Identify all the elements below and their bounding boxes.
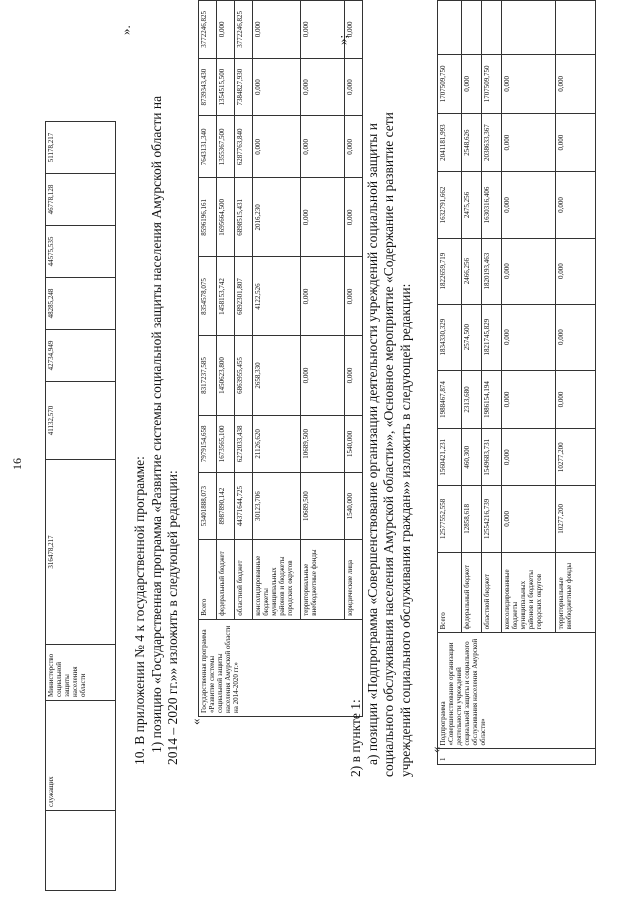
value-cell: 0,000 bbox=[502, 429, 556, 486]
funding-source: консолидированные бюджеты муниципальных районов и бюджеты городских округов bbox=[502, 552, 556, 633]
value-cell: 1822659,719 bbox=[438, 238, 462, 304]
value-cell: 1354515,500 bbox=[217, 58, 235, 116]
table-row bbox=[217, 1, 235, 717]
empty-cell bbox=[502, 1, 556, 55]
value-cell: 0,000 bbox=[556, 370, 596, 429]
table-row bbox=[301, 1, 345, 717]
table-row bbox=[438, 1, 462, 765]
para-a-line1: а) позиции «Подпрограмма «Совершенствование организации деятельности учреждений социальной защиты и bbox=[364, 123, 380, 765]
value-cell: 6898515,431 bbox=[235, 178, 253, 257]
value-cell: 0,000 bbox=[502, 486, 556, 552]
program-name: Государственная программа «Развитие системы социальной защиты населения Амурской области на 2014-2020 гг.» bbox=[199, 619, 363, 716]
subprogram-name: Подпрограмма «Совершенствование организации деятельности учреждений социальной защиты и социального обслуживания населения Амурской области» bbox=[438, 633, 596, 749]
value-cell: 8739343,430 bbox=[199, 58, 217, 116]
funding-source: федеральный бюджет bbox=[462, 552, 482, 633]
top-table-value: 48285,248 bbox=[46, 278, 116, 330]
value-cell: 1988467,874 bbox=[438, 370, 462, 429]
value-cell: 1821745,829 bbox=[482, 304, 502, 370]
value-cell: 1673565,100 bbox=[217, 415, 235, 473]
value-cell: 0,000 bbox=[556, 304, 596, 370]
value-cell: 1695664,500 bbox=[217, 178, 235, 257]
value-cell: 10689,500 bbox=[301, 473, 345, 540]
funding-source: юридические лица bbox=[345, 539, 363, 619]
value-cell: 1820193,463 bbox=[482, 238, 502, 304]
value-cell: 0,000 bbox=[345, 1, 363, 59]
value-cell: 4122,526 bbox=[253, 257, 301, 336]
value-cell: 6272033,438 bbox=[235, 415, 253, 473]
value-cell: 0,000 bbox=[301, 178, 345, 257]
value-cell: 0,000 bbox=[253, 116, 301, 178]
funding-source: областной бюджет bbox=[235, 539, 253, 619]
open-quote: « bbox=[188, 718, 203, 725]
value-cell: 0,000 bbox=[345, 58, 363, 116]
value-cell: 8354578,075 bbox=[199, 257, 217, 336]
table-row bbox=[235, 1, 253, 717]
value-cell: 1355367,500 bbox=[217, 116, 235, 178]
value-cell: 3772246,825 bbox=[199, 1, 217, 59]
value-cell: 0,000 bbox=[345, 116, 363, 178]
page-number: 16 bbox=[10, 458, 24, 470]
value-cell: 2658,330 bbox=[253, 336, 301, 415]
value-cell: 8987890,142 bbox=[217, 473, 235, 540]
value-cell: 2041181,993 bbox=[438, 113, 462, 172]
value-cell: 1632791,662 bbox=[438, 172, 462, 238]
funding-source: Всего bbox=[438, 552, 462, 633]
value-cell: 0,000 bbox=[253, 1, 301, 59]
top-table-value: 46778,128 bbox=[46, 174, 116, 226]
value-cell: 0,000 bbox=[301, 116, 345, 178]
value-cell: 1707509,750 bbox=[438, 55, 462, 114]
value-cell: 0,000 bbox=[301, 257, 345, 336]
close-quote: »; bbox=[335, 34, 350, 45]
value-cell: 12577552,558 bbox=[438, 486, 462, 552]
top-table-value: 41132,570 bbox=[46, 382, 116, 460]
section-2 bbox=[348, 25, 414, 777]
empty-cell bbox=[462, 1, 482, 55]
value-cell: 0,000 bbox=[345, 336, 363, 415]
value-cell: 2475,256 bbox=[462, 172, 482, 238]
value-cell: 1540,000 bbox=[345, 415, 363, 473]
value-cell: 1834330,329 bbox=[438, 304, 462, 370]
funding-source: территориальные внебюджетные фонды bbox=[301, 539, 345, 619]
value-cell: 0,000 bbox=[502, 370, 556, 429]
value-cell: 2548,626 bbox=[462, 113, 482, 172]
value-cell: 7979154,658 bbox=[199, 415, 217, 473]
funding-source: территориальные внебюджетные фонды bbox=[556, 552, 596, 633]
value-cell: 10277,200 bbox=[556, 429, 596, 486]
top-table bbox=[45, 121, 116, 891]
section-10 bbox=[132, 25, 182, 765]
value-cell: 7643131,340 bbox=[199, 116, 217, 178]
program-table bbox=[198, 0, 363, 717]
value-cell: 1549683,731 bbox=[482, 429, 502, 486]
para-2: 2) в пункте 1: bbox=[348, 699, 363, 777]
value-cell: 2313,680 bbox=[462, 370, 482, 429]
table-row bbox=[199, 1, 217, 717]
value-cell: 0,000 bbox=[556, 172, 596, 238]
value-cell: 0,000 bbox=[301, 336, 345, 415]
para-a-line2: социального обслуживания населения Амурской области»», «Основное мероприятие «Содержание и развитие сети bbox=[381, 112, 396, 777]
value-cell: 1630316,406 bbox=[482, 172, 502, 238]
value-cell: 2574,500 bbox=[462, 304, 482, 370]
value-cell: 3772246,825 bbox=[235, 1, 253, 59]
open-quote: « bbox=[428, 746, 443, 753]
empty-cell bbox=[438, 1, 462, 55]
value-cell: 0,000 bbox=[502, 238, 556, 304]
value-cell: 2466,256 bbox=[462, 238, 482, 304]
para-1-line1: 1) позицию «Государственная программа «Развитие системы социальной защиты населения Амурской области на bbox=[148, 95, 164, 753]
value-cell: 0,000 bbox=[556, 113, 596, 172]
para-a-line3: учреждений социального обслуживания граждан»» изложить в следующей редакции: bbox=[397, 283, 413, 777]
value-cell: 7384827,930 bbox=[235, 58, 253, 116]
value-cell: 0,000 bbox=[556, 55, 596, 114]
value-cell: 6863955,455 bbox=[235, 336, 253, 415]
funding-source: областной бюджет bbox=[482, 552, 502, 633]
value-cell: 0,000 bbox=[301, 1, 345, 59]
value-cell: 1707509,750 bbox=[482, 55, 502, 114]
funding-source: федеральный бюджет bbox=[217, 539, 235, 619]
value-cell: 0,000 bbox=[462, 55, 482, 114]
funding-source: Всего bbox=[199, 539, 217, 619]
funding-source: консолидированные бюджеты муниципальных районов и бюджеты городских округов bbox=[253, 539, 301, 619]
value-cell: 0,000 bbox=[253, 58, 301, 116]
table-row bbox=[253, 1, 301, 717]
empty-cell bbox=[556, 1, 596, 55]
value-cell: 10689,500 bbox=[301, 415, 345, 473]
value-cell: 6287763,840 bbox=[235, 116, 253, 178]
value-cell: 0,000 bbox=[217, 1, 235, 59]
value-cell: 30123,706 bbox=[253, 473, 301, 540]
close-quote: ». bbox=[118, 25, 133, 35]
value-cell: 1458153,742 bbox=[217, 257, 235, 336]
top-table-value: 316478,217 bbox=[46, 460, 116, 645]
value-cell: 0,000 bbox=[502, 55, 556, 114]
top-table-org: Министерство социальной защиты населения области bbox=[46, 645, 116, 701]
value-cell: 53401888,073 bbox=[199, 473, 217, 540]
value-cell: 0,000 bbox=[301, 58, 345, 116]
value-cell: 0,000 bbox=[556, 238, 596, 304]
value-cell: 1450623,800 bbox=[217, 336, 235, 415]
top-table-value: 42734,949 bbox=[46, 330, 116, 382]
value-cell: 0,000 bbox=[502, 304, 556, 370]
section-10-heading: 10. В приложении № 4 к государственной программе: bbox=[132, 456, 147, 765]
top-table-value: 44575,535 bbox=[46, 226, 116, 278]
value-cell: 10277,200 bbox=[556, 486, 596, 552]
para-1-line2: 2014 – 2020 гг.»» изложить в следующей редакции: bbox=[165, 470, 180, 765]
empty-cell bbox=[482, 1, 502, 55]
top-table-value: 51178,217 bbox=[46, 122, 116, 174]
value-cell: 12858,618 bbox=[462, 486, 482, 552]
value-cell: 12554216,739 bbox=[482, 486, 502, 552]
value-cell: 8596196,161 bbox=[199, 178, 217, 257]
row-number: 1 bbox=[438, 749, 596, 765]
value-cell: 44371644,725 bbox=[235, 473, 253, 540]
top-table-label: служащих bbox=[46, 701, 116, 811]
value-cell: 0,000 bbox=[502, 172, 556, 238]
subprogram-table bbox=[437, 0, 596, 765]
value-cell: 1986154,194 bbox=[482, 370, 502, 429]
value-cell: 0,000 bbox=[502, 113, 556, 172]
value-cell: 8317237,585 bbox=[199, 336, 217, 415]
value-cell: 0,000 bbox=[345, 257, 363, 336]
value-cell: 2038633,367 bbox=[482, 113, 502, 172]
top-table-spacer bbox=[46, 811, 116, 891]
value-cell: 21126,620 bbox=[253, 415, 301, 473]
value-cell: 6892301,807 bbox=[235, 257, 253, 336]
value-cell: 460,300 bbox=[462, 429, 482, 486]
value-cell: 1540,000 bbox=[345, 473, 363, 540]
value-cell: 2016,230 bbox=[253, 178, 301, 257]
value-cell: 0,000 bbox=[345, 178, 363, 257]
value-cell: 1560421,231 bbox=[438, 429, 462, 486]
